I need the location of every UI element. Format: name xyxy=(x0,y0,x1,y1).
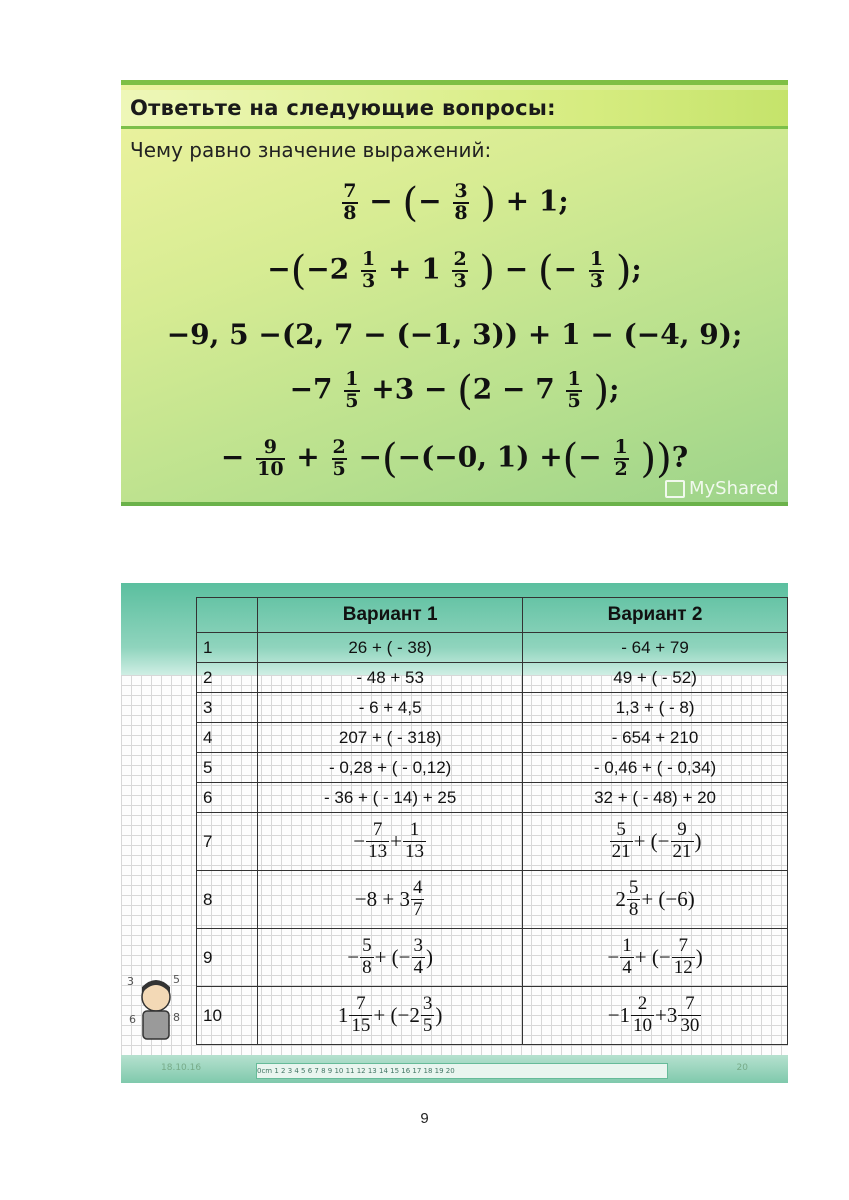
variant-2-cell: −1 $\frac{2}{10}$ +3 $\frac{7}{30}$ xyxy=(523,987,788,1045)
variant-2-cell: − $\frac{1}{4}$ + (− $\frac{7}{12}$ ) xyxy=(523,929,788,987)
slide-subtitle: Чему равно значение выражений: xyxy=(130,138,492,162)
row-number: 3 xyxy=(197,693,258,723)
slide-number: 20 xyxy=(736,1063,748,1073)
table-row xyxy=(197,929,788,987)
slide-header-bar xyxy=(121,90,788,129)
variant-1-cell: − $\frac{5}{8}$ + (− $\frac{3}{4}$ ) xyxy=(258,929,523,987)
slide-top-border xyxy=(121,80,788,85)
svg-text:8: 8 xyxy=(173,1011,180,1024)
watermark: MyShared xyxy=(665,478,779,499)
variant-2-cell: - 0,46 + ( - 0,34) xyxy=(523,753,788,783)
fraction: $\frac{2}{5}$ xyxy=(332,436,346,480)
fraction: $\frac{2}{3}$ xyxy=(453,248,467,292)
variant-1-cell: - 6 + 4,5 xyxy=(258,693,523,723)
fraction: $\frac{1}{5}$ xyxy=(567,368,581,412)
variant-2-cell: - 654 + 210 xyxy=(523,723,788,753)
variant-1-cell: - 0,28 + ( - 0,12) xyxy=(258,753,523,783)
svg-text:6: 6 xyxy=(129,1013,136,1026)
row-number: 10 xyxy=(197,987,258,1045)
row-number: 6 xyxy=(197,783,258,813)
slide-date: 18.10.16 xyxy=(161,1063,202,1073)
variant-1-cell: - 48 + 53 xyxy=(258,663,523,693)
variant-2-cell: 32 + ( - 48) + 20 xyxy=(523,783,788,813)
variant-1-cell: 1 $\frac{7}{15}$ + (−2 $\frac{3}{5}$ ) xyxy=(258,987,523,1045)
fraction: $\frac{7}{8}$ xyxy=(343,180,357,224)
table-row xyxy=(197,813,788,871)
variants-table xyxy=(196,597,788,1045)
variant-1-cell: −8 + 3 $\frac{4}{7}$ xyxy=(258,871,523,929)
table-row xyxy=(197,783,788,813)
table-header-row xyxy=(197,598,788,633)
expression-3: −9, 5 −(2, 7 − (−1, 3)) + 1 − (−4, 9); xyxy=(166,318,743,351)
table-row xyxy=(197,693,788,723)
row-number: 9 xyxy=(197,929,258,987)
variant-1-cell: 26 + ( - 38) xyxy=(258,633,523,663)
table-row xyxy=(197,753,788,783)
fraction: $\frac{1}{2}$ xyxy=(614,436,628,480)
slide-questions xyxy=(121,80,788,506)
fraction: $\frac{1}{3}$ xyxy=(362,248,376,292)
fraction: $\frac{1}{5}$ xyxy=(345,368,359,412)
variant-2-cell: 1,3 + ( - 8) xyxy=(523,693,788,723)
row-number: 8 xyxy=(197,871,258,929)
variant-1-cell: - 36 + ( - 14) + 25 xyxy=(258,783,523,813)
expression-2: −(−2 $\frac{1}{3}$ + 1 $\frac{2}{3}$ ) − (− $\frac{1}{3}$ ); xyxy=(267,248,642,294)
table-row xyxy=(197,663,788,693)
row-number: 4 xyxy=(197,723,258,753)
row-number: 5 xyxy=(197,753,258,783)
variant-2-cell: - 64 + 79 xyxy=(523,633,788,663)
row-number: 7 xyxy=(197,813,258,871)
variant-2-cell: $\frac{5}{21}$ + (− $\frac{9}{21}$ ) xyxy=(523,813,788,871)
cartoon-boy-icon xyxy=(125,971,187,1049)
table-row xyxy=(197,633,788,663)
fraction: $\frac{3}{8}$ xyxy=(454,180,468,224)
table-row xyxy=(197,871,788,929)
row-number: 2 xyxy=(197,663,258,693)
presentation-icon xyxy=(665,480,685,498)
slide-header-title: Ответьте на следующие вопросы: xyxy=(130,96,556,120)
expression-4: −7 $\frac{1}{5}$ +3 − (2 − 7 $\frac{1}{5}$ ); xyxy=(289,368,620,414)
variant-1-cell: 207 + ( - 318) xyxy=(258,723,523,753)
expression-5: − $\frac{9}{10}$ + $\frac{2}{5}$ −(−(−0, 1) +(− $\frac{1}{2}$ ))? xyxy=(220,436,689,482)
svg-text:5: 5 xyxy=(173,973,180,986)
variant-2-cell: 2 $\frac{5}{8}$ + (−6) xyxy=(523,871,788,929)
table-row xyxy=(197,723,788,753)
ruler: 0cm 1 2 3 4 5 6 7 8 9 10 11 12 13 14 15 16 17 18 19 20 xyxy=(256,1063,668,1079)
row-number: 1 xyxy=(197,633,258,663)
header-number-cell xyxy=(197,598,258,633)
variant-1-cell: − $\frac{7}{13}$ + $\frac{1}{13}$ xyxy=(258,813,523,871)
slide-variants-table xyxy=(121,583,788,1083)
header-variant-2: Вариант 2 xyxy=(523,598,788,633)
fraction: $\frac{9}{10}$ xyxy=(257,436,284,480)
page-number: 9 xyxy=(420,1110,429,1127)
expression-1: $\frac{7}{8}$ − (− $\frac{3}{8}$ ) + 1; xyxy=(343,180,569,226)
table-row xyxy=(197,987,788,1045)
header-variant-1: Вариант 1 xyxy=(258,598,523,633)
slide-footer-band xyxy=(121,1055,788,1083)
fraction: $\frac{1}{3}$ xyxy=(589,248,604,292)
slide-bottom-border xyxy=(121,502,788,506)
svg-text:3: 3 xyxy=(127,975,134,988)
variant-2-cell: 49 + ( - 52) xyxy=(523,663,788,693)
